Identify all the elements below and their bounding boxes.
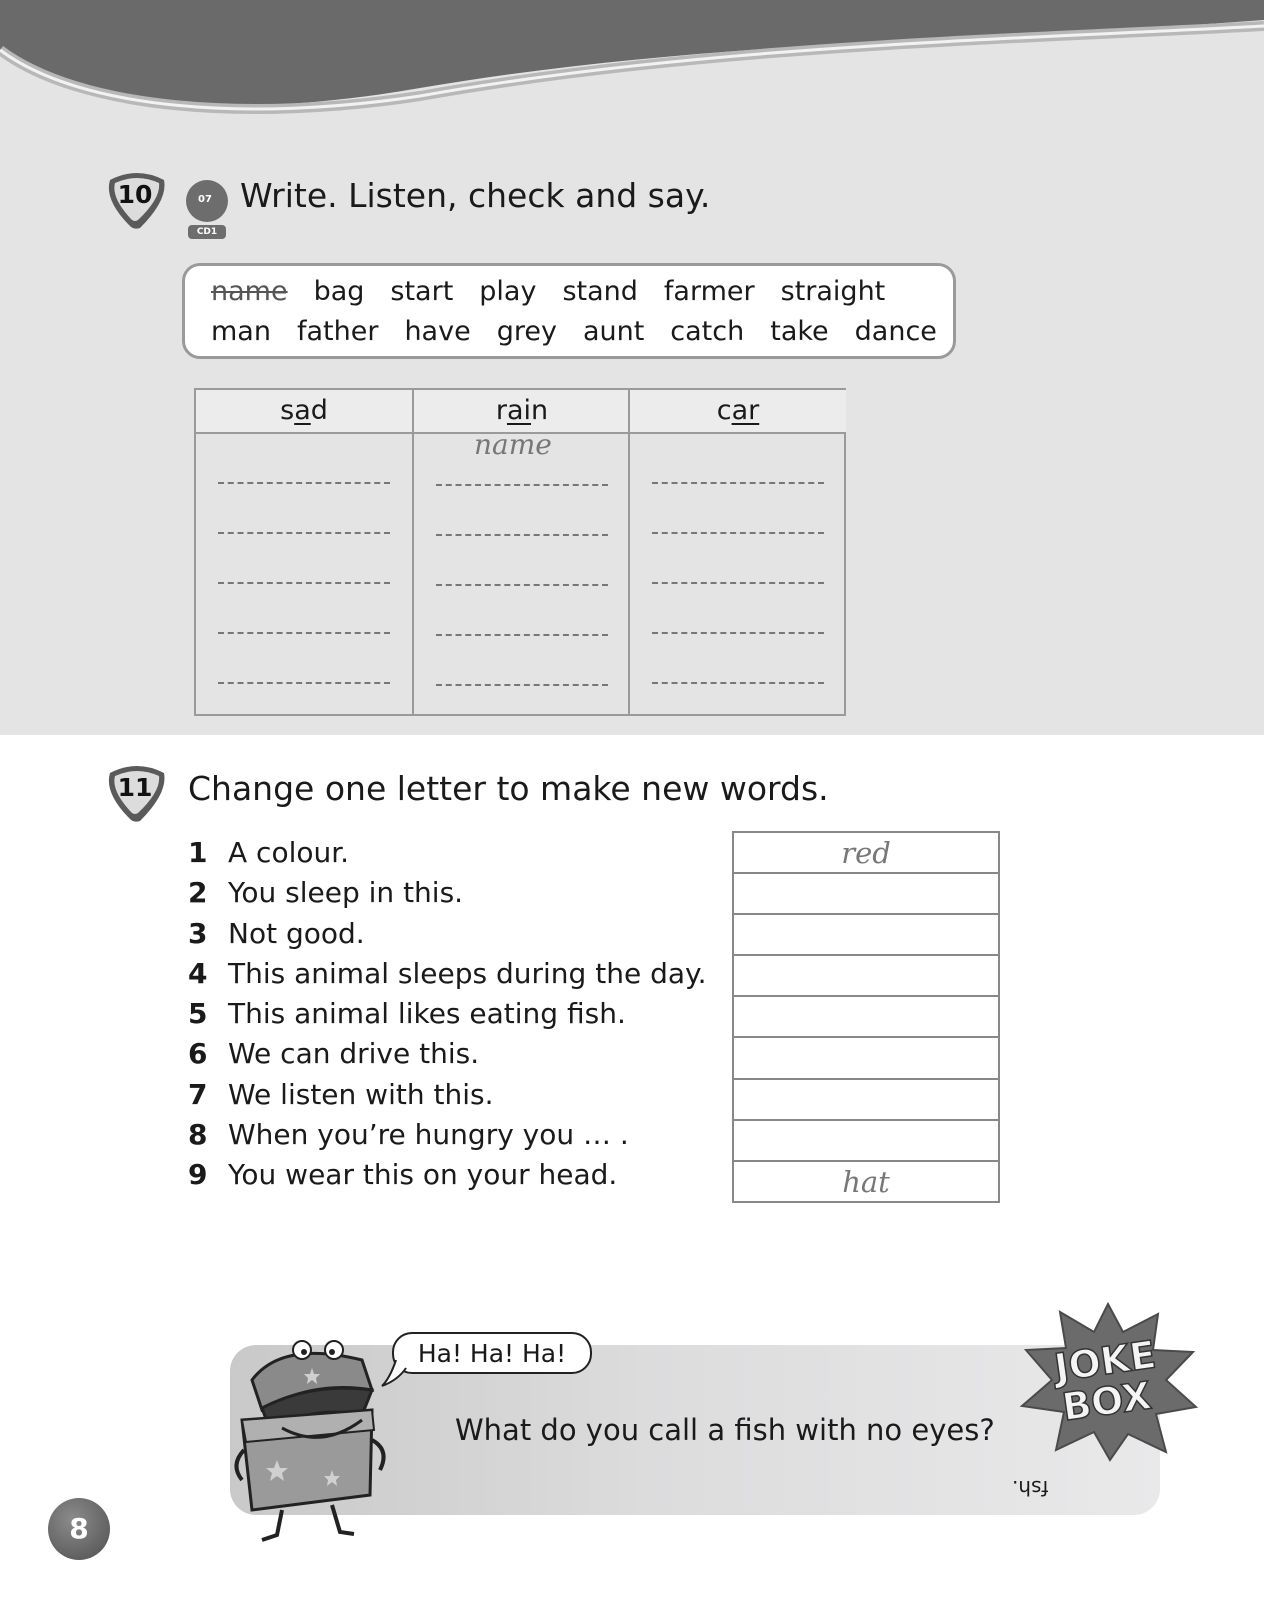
answer-cell[interactable] bbox=[734, 997, 998, 1038]
write-line[interactable] bbox=[436, 484, 608, 486]
question-item bbox=[188, 876, 707, 916]
word-bank-word: father bbox=[296, 316, 379, 347]
question-text: A colour. bbox=[228, 836, 350, 869]
answer-cell[interactable] bbox=[734, 874, 998, 915]
question-number: 8 bbox=[188, 1118, 208, 1152]
joke-answer-upside-down: fsh. bbox=[1012, 1476, 1049, 1500]
column-header-sad bbox=[196, 390, 412, 434]
exercise-11-badge bbox=[104, 763, 170, 823]
question-number: 9 bbox=[188, 1158, 208, 1192]
word-bank-word: stand bbox=[562, 276, 638, 307]
question-number: 5 bbox=[188, 997, 208, 1031]
word-bank-word: catch bbox=[670, 316, 745, 347]
exercise-11-instruction: Change one letter to make new words. bbox=[188, 769, 829, 808]
cd-play-icon bbox=[186, 180, 228, 222]
cd-audio-icon[interactable] bbox=[186, 180, 230, 242]
question-number: 2 bbox=[188, 876, 208, 910]
question-text: Not good. bbox=[228, 916, 365, 950]
header-prefix: s bbox=[280, 395, 295, 426]
word-bank-word: play bbox=[479, 276, 537, 307]
answer-cell[interactable]: red bbox=[734, 833, 998, 874]
word-bank-word: start bbox=[390, 276, 454, 307]
question-item bbox=[188, 917, 707, 957]
question-item bbox=[188, 1037, 707, 1077]
word-bank-word: aunt bbox=[582, 316, 645, 347]
question-number: 4 bbox=[188, 956, 208, 990]
question-text: This animal sleeps during the day. bbox=[228, 956, 707, 990]
answer-cell[interactable] bbox=[734, 1121, 998, 1162]
word-bank-word: man bbox=[211, 316, 271, 347]
question-number: 7 bbox=[188, 1077, 208, 1111]
exercise-10-instruction: Write. Listen, check and say. bbox=[240, 176, 711, 215]
column-rain bbox=[412, 390, 630, 714]
write-line[interactable] bbox=[436, 634, 608, 636]
speech-bubble-tail bbox=[380, 1360, 410, 1390]
word-bank-box bbox=[182, 263, 956, 359]
word-bank-word: grey bbox=[496, 316, 557, 347]
write-line[interactable] bbox=[652, 682, 824, 684]
write-line[interactable] bbox=[218, 682, 390, 684]
question-item bbox=[188, 1158, 707, 1198]
header-focus-sound: ar bbox=[731, 395, 760, 426]
column-header-car bbox=[630, 390, 846, 434]
exercise-11-number: 11 bbox=[117, 773, 153, 802]
question-item bbox=[188, 957, 707, 997]
write-line[interactable] bbox=[436, 684, 608, 686]
header-focus-sound: ai bbox=[506, 395, 532, 426]
header-focus-sound: a bbox=[294, 395, 311, 426]
exercise-10-badge bbox=[104, 170, 170, 230]
joke-box-badge-icon bbox=[1018, 1302, 1198, 1462]
write-line[interactable] bbox=[218, 582, 390, 584]
write-line[interactable] bbox=[652, 582, 824, 584]
write-line[interactable] bbox=[218, 532, 390, 534]
answer-cell[interactable] bbox=[734, 1080, 998, 1121]
column-sad bbox=[196, 390, 412, 714]
question-text: You sleep in this. bbox=[228, 876, 464, 910]
question-text: We listen with this. bbox=[228, 1077, 494, 1111]
write-line[interactable] bbox=[652, 482, 824, 484]
write-line[interactable] bbox=[652, 532, 824, 534]
cd-track-number: 07 bbox=[198, 194, 212, 205]
column-car bbox=[628, 390, 846, 714]
answer-cell[interactable] bbox=[734, 1038, 998, 1079]
question-item bbox=[188, 1118, 707, 1158]
write-line[interactable] bbox=[218, 482, 390, 484]
joke-badge-line-1: JOKE bbox=[1051, 1332, 1159, 1391]
write-line[interactable] bbox=[436, 584, 608, 586]
question-item bbox=[188, 997, 707, 1037]
question-number: 3 bbox=[188, 916, 208, 950]
word-bank-word: have bbox=[404, 316, 471, 347]
write-line[interactable] bbox=[652, 632, 824, 634]
question-number: 6 bbox=[188, 1037, 208, 1071]
word-bank-word: name bbox=[211, 276, 288, 307]
question-text: When you’re hungry you … . bbox=[228, 1118, 629, 1152]
sound-sorting-table bbox=[194, 388, 846, 716]
answer-cell[interactable] bbox=[734, 956, 998, 997]
header-suffix: n bbox=[531, 395, 549, 426]
word-bank-word: dance bbox=[854, 316, 937, 347]
answer-grid bbox=[732, 831, 1000, 1203]
word-bank-word: bag bbox=[313, 276, 365, 307]
question-text: This animal likes eating fish. bbox=[228, 997, 626, 1031]
question-text: You wear this on your head. bbox=[228, 1158, 618, 1192]
word-bank-word: straight bbox=[780, 276, 886, 307]
word-bank-word: farmer bbox=[663, 276, 755, 307]
write-line[interactable] bbox=[436, 534, 608, 536]
joke-question: What do you call a fish with no eyes? bbox=[455, 1413, 995, 1447]
word-bank-row-2 bbox=[211, 316, 963, 347]
page-number: 8 bbox=[48, 1498, 110, 1560]
header-prefix: r bbox=[495, 395, 507, 426]
header-wave-decoration bbox=[0, 0, 1264, 140]
speech-bubble: Ha! Ha! Ha! bbox=[392, 1332, 592, 1374]
question-item bbox=[188, 836, 707, 876]
example-answer: name bbox=[474, 428, 552, 461]
exercise-10-number: 10 bbox=[117, 180, 153, 209]
word-bank-word: take bbox=[770, 316, 829, 347]
joke-badge-line-2: BOX bbox=[1059, 1373, 1154, 1430]
question-number: 1 bbox=[188, 836, 208, 869]
cd-disc-label: CD1 bbox=[188, 225, 226, 239]
header-prefix: c bbox=[716, 395, 732, 426]
question-text: We can drive this. bbox=[228, 1037, 480, 1071]
question-list bbox=[188, 836, 707, 1199]
write-line[interactable] bbox=[218, 632, 390, 634]
treasure-chest-character-icon bbox=[222, 1320, 402, 1545]
answer-cell[interactable] bbox=[734, 915, 998, 956]
word-bank-row-1 bbox=[211, 276, 911, 307]
question-item bbox=[188, 1078, 707, 1118]
header-suffix: d bbox=[310, 395, 328, 426]
answer-cell[interactable]: hat bbox=[842, 1164, 890, 1199]
